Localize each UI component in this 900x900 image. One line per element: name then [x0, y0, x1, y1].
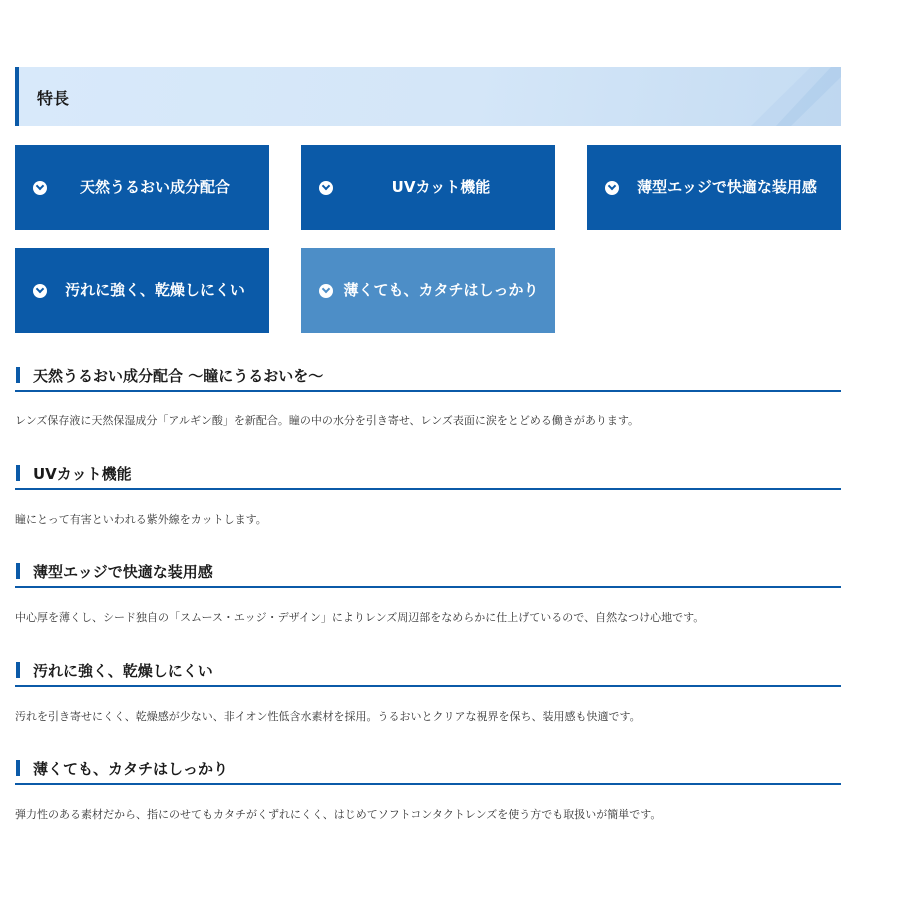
- section-text: 汚れを引き寄せにくく、乾燥感が少ない、非イオン性低含水素材を採用。うるおいとクリアな視界を保ち、装用感も快適です。: [15, 710, 641, 723]
- section-title: 天然うるおい成分配合 ～瞳にうるおいを～: [33, 367, 324, 385]
- feature-tile-label: 汚れに強く、乾燥しにくい: [65, 281, 245, 299]
- section-text: 中心厚を薄くし、シード独自の「スムース・エッジ・デザイン」によりレンズ周辺部をなめらかに仕上げているので、自然なつけ心地です。: [15, 611, 705, 624]
- feature-tile-label: UVカット機能: [391, 178, 491, 196]
- heading-accent-bar: [16, 662, 20, 678]
- section-heading-natural-moisture: [15, 364, 841, 392]
- chevron-down-circle-icon: [605, 181, 619, 195]
- chevron-down-circle-icon: [33, 284, 47, 298]
- section-title: 薄型エッジで快適な装用感: [33, 563, 213, 581]
- section-title: 薄くても、カタチはしっかり: [33, 760, 229, 778]
- section-heading-uv-cut: [15, 462, 841, 490]
- chevron-down-circle-icon: [319, 181, 333, 195]
- feature-tile-stain-resistant[interactable]: [15, 248, 269, 333]
- feature-tile-firm-shape[interactable]: [301, 248, 555, 333]
- section-text: レンズ保存液に天然保湿成分「アルギン酸」を新配合。瞳の中の水分を引き寄せ、レンズ表面に涙をとどめる働きがあります。: [15, 414, 640, 427]
- section-text: 弾力性のある素材だから、指にのせてもカタチがくずれにくく、はじめてソフトコンタクトレンズを使う方でも取扱いが簡単です。: [15, 808, 662, 821]
- section-title: UVカット機能: [33, 465, 132, 483]
- feature-tile-label: 薄型エッジで快適な装用感: [637, 178, 817, 196]
- features-header: [15, 67, 841, 126]
- section-title: 汚れに強く、乾燥しにくい: [33, 662, 213, 680]
- page-title: 特長: [37, 89, 70, 108]
- feature-tile-thin-edge[interactable]: [587, 145, 841, 230]
- chevron-down-circle-icon: [33, 181, 47, 195]
- header-stripe-decoration: [681, 67, 841, 126]
- section-heading-firm-shape: [15, 757, 841, 785]
- heading-accent-bar: [16, 760, 20, 776]
- heading-accent-bar: [16, 367, 20, 383]
- chevron-down-circle-icon: [319, 284, 333, 298]
- section-heading-thin-edge: [15, 560, 841, 588]
- section-heading-stain-resistant: [15, 659, 841, 687]
- feature-tile-natural-moisture[interactable]: [15, 145, 269, 230]
- heading-accent-bar: [16, 563, 20, 579]
- feature-tile-label: 天然うるおい成分配合: [79, 178, 230, 196]
- feature-tile-label: 薄くても、カタチはしっかり: [343, 281, 539, 299]
- feature-tile-uv-cut[interactable]: [301, 145, 555, 230]
- heading-accent-bar: [16, 465, 20, 481]
- section-text: 瞳にとって有害といわれる紫外線をカットします。: [15, 513, 267, 526]
